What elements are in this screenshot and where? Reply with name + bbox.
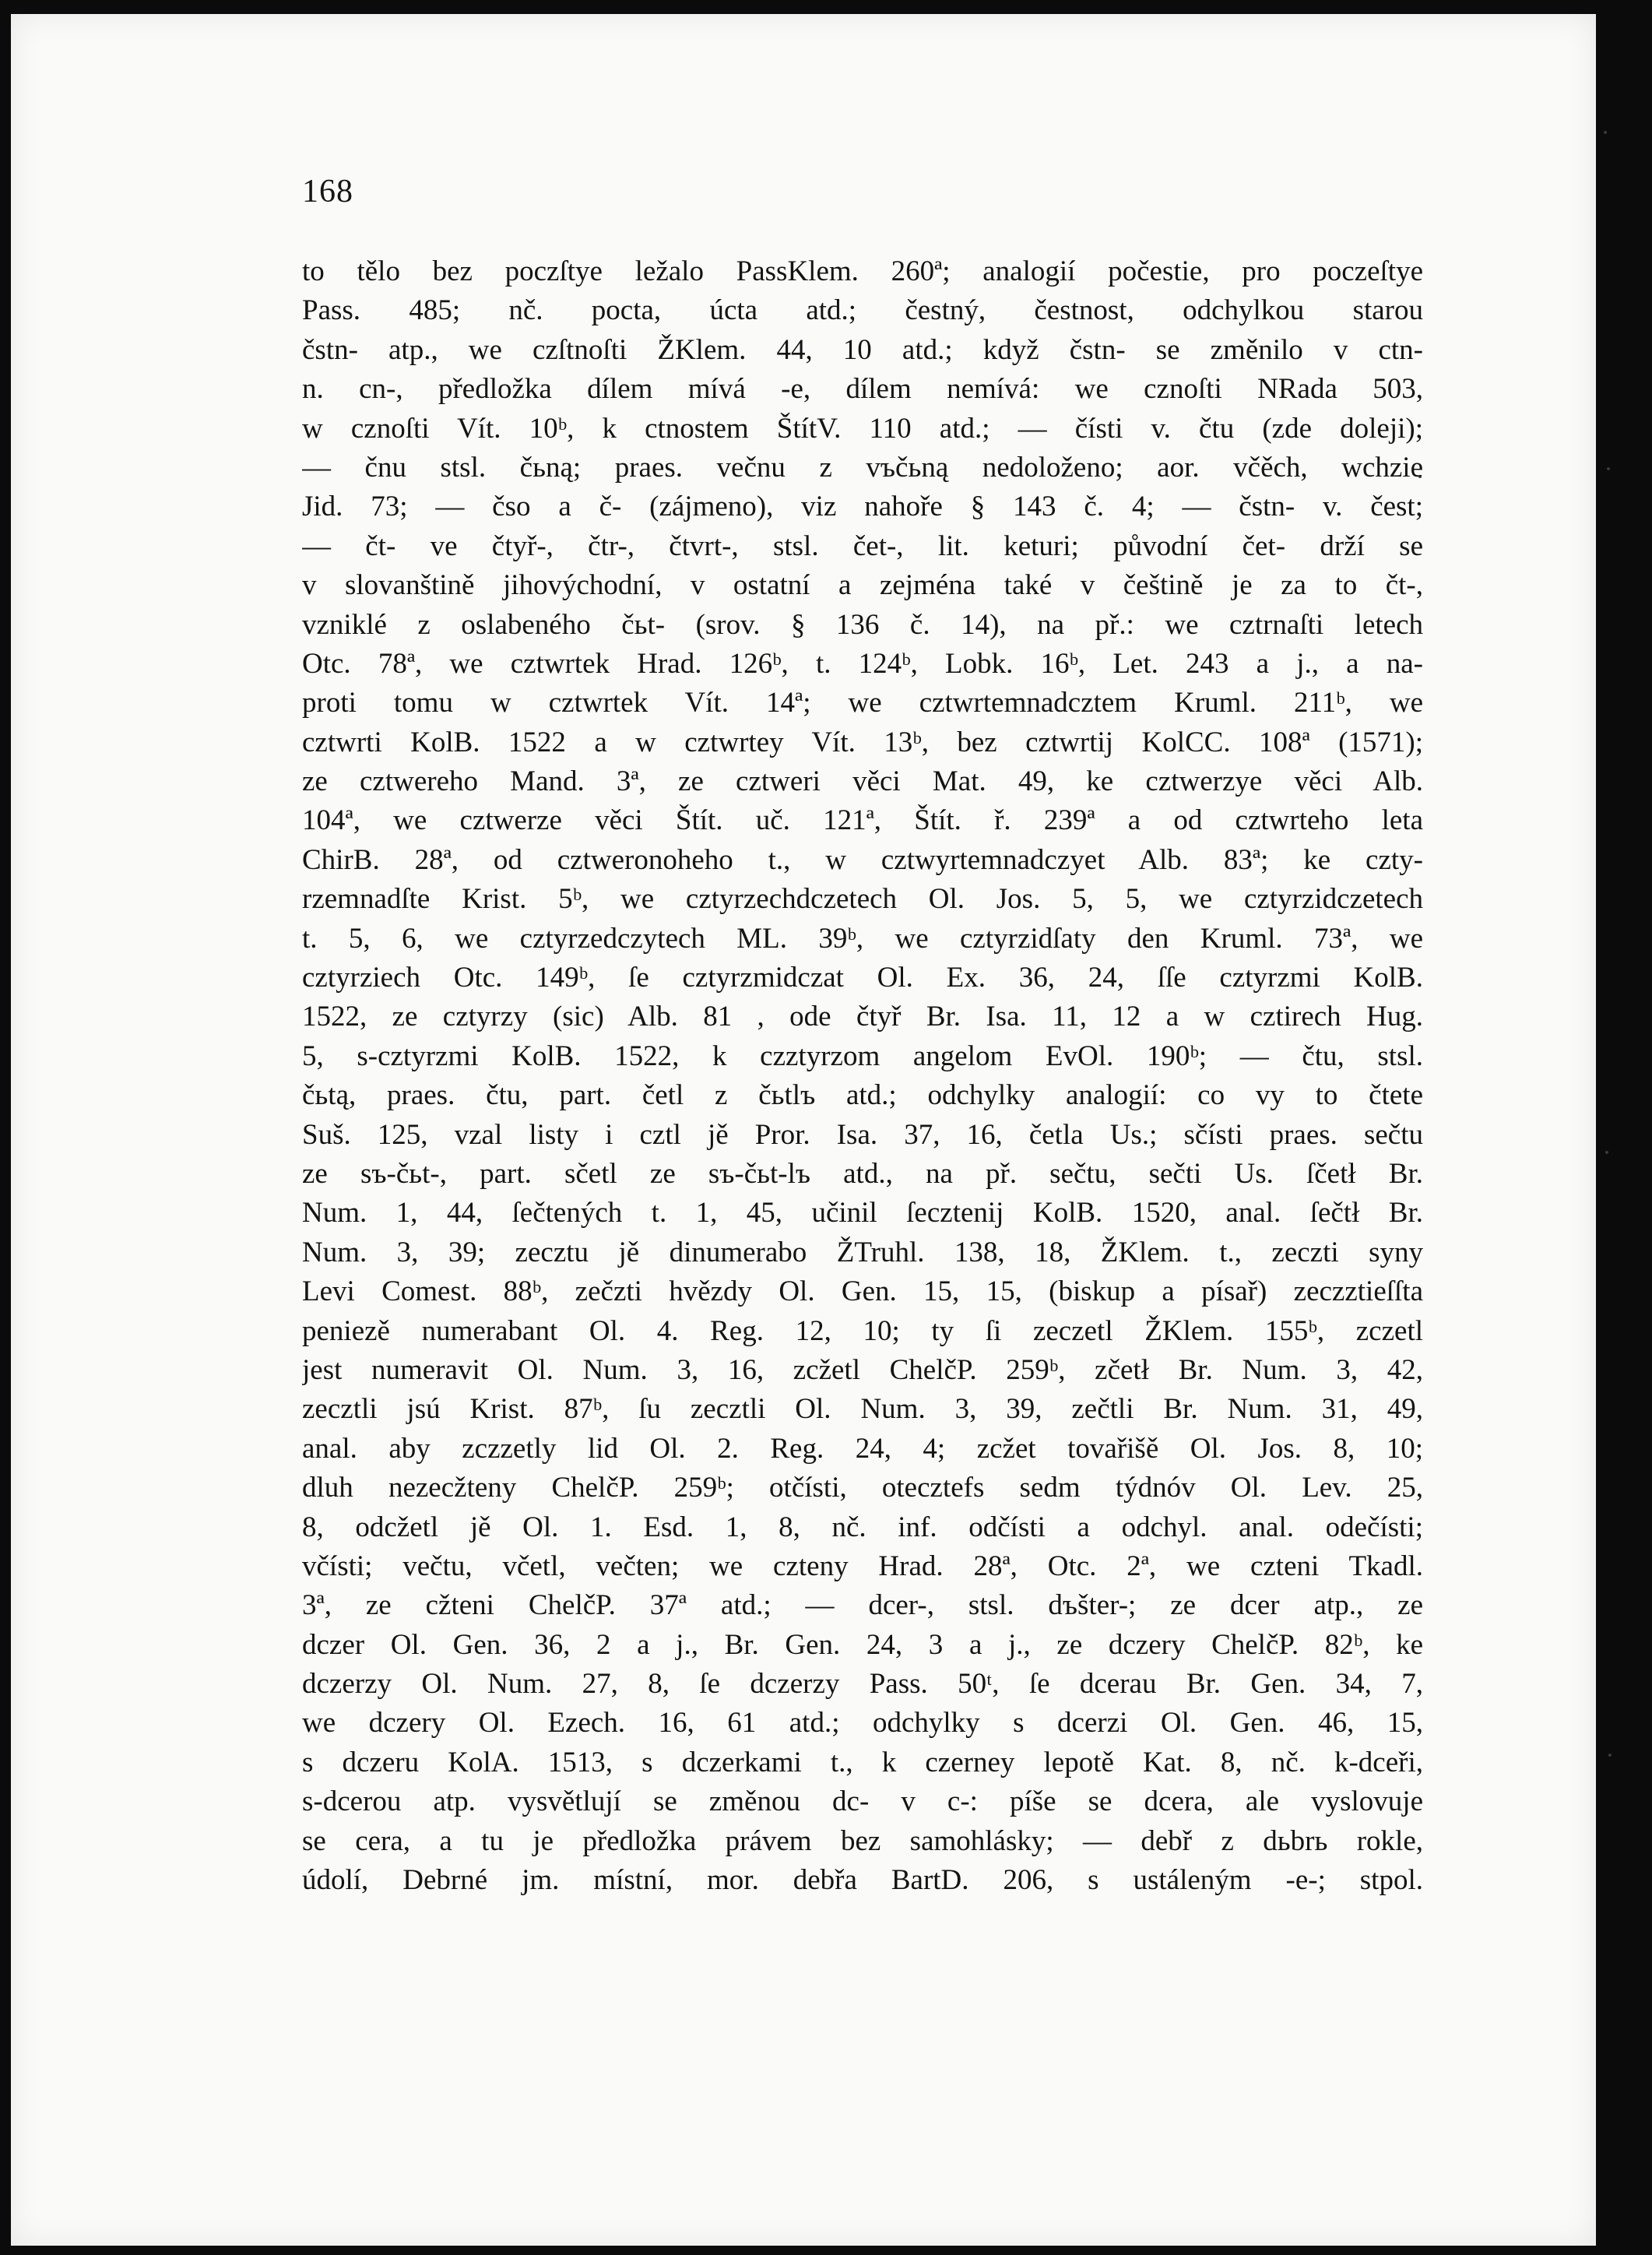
text-line: t. 5, 6, we cztyrzedczytech ML. 39ᵇ, we cztyrzidſaty den Kruml. 73ª, we xyxy=(302,922,1423,955)
page-edge xyxy=(1596,8,1604,2247)
text-line: Suš. 125, vzal listy i cztl jě Pror. Isa. 37, 16, četla Us.; sčísti praes. sečtu xyxy=(302,1118,1423,1151)
text-line: 8, odcžetl jě Ol. 1. Esd. 1, 8, nč. inf. odčísti a odchyl. anal. odečísti; xyxy=(302,1511,1423,1543)
text-line: — čt- ve čtyř-, čtr-, čtvrt-, stsl. čet-, lit. keturi; původní čet- drží se xyxy=(302,529,1423,562)
text-line: 3ª, ze cžteni ChelčP. 37ª atd.; — dcer-, stsl. dъšter-; ze dcer atp., ze xyxy=(302,1589,1423,1622)
scan-speck xyxy=(1607,467,1610,470)
text-line: Num. 3, 39; zecztu jě dinumerabo ŽTruhl. 138, 18, ŽKlem. t., zeczti syny xyxy=(302,1236,1423,1268)
text-line: dczerzy Ol. Num. 27, 8, ſe dczerzy Pass. 50ᵗ, ſe dcerau Br. Gen. 34, 7, xyxy=(302,1668,1423,1701)
text-line: we dczery Ol. Ezech. 16, 61 atd.; odchylky s dcerzi Ol. Gen. 46, 15, xyxy=(302,1707,1423,1740)
text-line: s dczeru KolA. 1513, s dczerkami t., k czerney lepotě Kat. 8, nč. k-dceři, xyxy=(302,1746,1423,1778)
text-line: cztyrziech Otc. 149ᵇ, ſe cztyrzmidczat Ol. Ex. 36, 24, ſſe cztyrzmi KolB. xyxy=(302,962,1423,994)
text-line: — čnu stsl. čьną; praes. večnu z vъčьną nedoloženo; aor. včěch, wchzie xyxy=(302,451,1423,484)
scan-speck xyxy=(1604,131,1607,134)
text-line: ze cztwereho Mand. 3ª, ze cztweri věci Mat. 49, ke cztwerzye věci Alb. xyxy=(302,765,1423,798)
text-line: údolí, Debrné jm. místní, mor. debřa BartD. 206, s ustáleným -e-; stpol. xyxy=(302,1864,1423,1897)
text-line: ChirB. 28ª, od cztweronoheho t., w cztwyrtemnadczyet Alb. 83ª; ke czty- xyxy=(302,843,1423,876)
text-line: ze sъ-čьt-, part. sčetl ze sъ-čьt-lъ atd., na př. sečtu, sečti Us. ſčetł Br. xyxy=(302,1157,1423,1190)
text-line: Levi Comest. 88ᵇ, zečzti hvězdy Ol. Gen. 15, 15, (biskup a písař) zeczztieſſta xyxy=(302,1275,1423,1308)
text-line: se cera, a tu je předložka právem bez samohlásky; — debř z dьbrь rokle, xyxy=(302,1824,1423,1857)
text-line: to tělo bez poczſtye ležalo PassKlem. 260ª; analogií počestie, pro poczeſtye xyxy=(302,255,1423,287)
page-number: 168 xyxy=(302,174,353,209)
text-line: Jid. 73; — čso a č- (zájmeno), viz nahoře § 143 č. 4; — čstn- v. čest; xyxy=(302,491,1423,523)
scan-speck xyxy=(1608,1754,1612,1757)
text-line: cztwrti KolB. 1522 a w cztwrtey Vít. 13ᵇ, bez cztwrtij KolCC. 108ª (1571); xyxy=(302,726,1423,758)
text-line: jest numeravit Ol. Num. 3, 16, zcžetl ChelčP. 259ᵇ, zčetł Br. Num. 3, 42, xyxy=(302,1353,1423,1386)
text-line: zecztli jsú Krist. 87ᵇ, ſu zecztli Ol. Num. 3, 39, zečtli Br. Num. 31, 49, xyxy=(302,1393,1423,1426)
text-line: 104ª, we cztwerze věci Štít. uč. 121ª, Štít. ř. 239ª a od cztwrteho leta xyxy=(302,804,1423,837)
text-line: Num. 1, 44, ſečtených t. 1, 45, učinil ſecztenij KolB. 1520, anal. ſečtł Br. xyxy=(302,1197,1423,1230)
text-line: v slovanštině jihovýchodní, v ostatní a zejména také v češtině je za to čt-, xyxy=(302,569,1423,602)
text-line: w cznoſti Vít. 10ᵇ, k ctnostem ŠtítV. 110 atd.; — čísti v. čtu (zde doleji); xyxy=(302,412,1423,445)
text-line: čstn- atp., we czſtnoſti ŽKlem. 44, 10 atd.; když čstn- se změnilo v ctn- xyxy=(302,333,1423,366)
scan-speck xyxy=(1605,1151,1608,1154)
body-text xyxy=(302,252,1423,1900)
text-line: proti tomu w cztwrtek Vít. 14ª; we cztwrtemnadcztem Kruml. 211ᵇ, we xyxy=(302,687,1423,719)
text-line: 5, s-cztyrzmi KolB. 1522, k czztyrzom angelom EvOl. 190ᵇ; — čtu, stsl. xyxy=(302,1040,1423,1072)
text-line: anal. aby zczzetly lid Ol. 2. Reg. 24, 4; zcžet tovařišě Ol. Jos. 8, 10; xyxy=(302,1432,1423,1465)
text-line: rzemnadſte Krist. 5ᵇ, we cztyrzechdczetech Ol. Jos. 5, 5, we cztyrzidczetech xyxy=(302,883,1423,916)
text-line: Pass. 485; nč. pocta, úcta atd.; čestný, čestnost, odchylkou starou xyxy=(302,294,1423,327)
text-line: vzniklé z oslabeného čьt- (srov. § 136 č. 14), na př.: we cztrnaſti letech xyxy=(302,608,1423,641)
text-line: n. cn-, předložka dílem mívá -e, dílem nemívá: we cznoſti NRada 503, xyxy=(302,373,1423,406)
text-line: 1522, ze cztyrzy (sic) Alb. 81 , ode čtyř Br. Isa. 11, 12 a w cztirech Hug. xyxy=(302,1001,1423,1033)
text-line: dczer Ol. Gen. 36, 2 a j., Br. Gen. 24, 3 a j., ze dczery ChelčP. 82ᵇ, ke xyxy=(302,1628,1423,1661)
text-line: Otc. 78ª, we cztwrtek Hrad. 126ᵇ, t. 124ᵇ, Lobk. 16ᵇ, Let. 243 a j., a na- xyxy=(302,647,1423,680)
text-line: čьtą, praes. čtu, part. četl z čьtlъ atd.; odchylky analogií: co vy to čtete xyxy=(302,1079,1423,1112)
text-line: s-dcerou atp. vysvětlují se změnou dc- v c-: píše se dcera, ale vyslovuje xyxy=(302,1785,1423,1818)
text-line: včísti; večtu, včetl, večten; we czteny Hrad. 28ª, Otc. 2ª, we czteni Tkadl. xyxy=(302,1550,1423,1582)
text-line: peniezě numerabant Ol. 4. Reg. 12, 10; ty ſi zeczetl ŽKlem. 155ᵇ, zczetl xyxy=(302,1314,1423,1347)
text-line: dluh nezecžteny ChelčP. 259ᵇ; otčísti, otecztefs sedm týdnóv Ol. Lev. 25, xyxy=(302,1472,1423,1504)
